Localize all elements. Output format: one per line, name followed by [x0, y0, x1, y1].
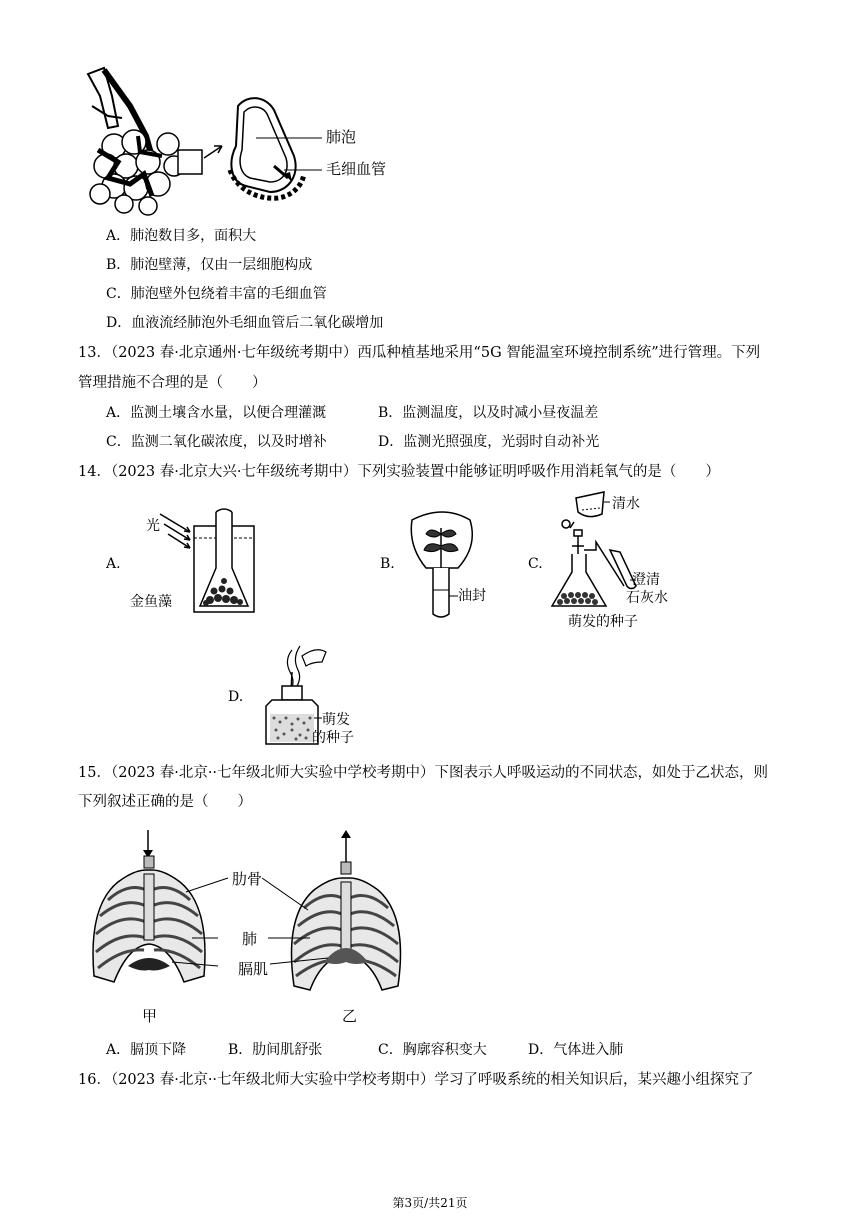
q12-option-a: A．肺泡数目多，面积大 — [106, 228, 257, 244]
q13-option-d: D．监测光照强度，光弱时自动补光 — [378, 434, 600, 450]
page-footer: 第3页/共21页 — [392, 1196, 468, 1210]
q14-letter-c: C. — [528, 556, 543, 572]
q15-option-a: A．膈顶下降 — [106, 1042, 187, 1058]
label-alveolus: 肺泡 — [326, 128, 357, 146]
label-rib: 肋骨 — [232, 870, 263, 888]
label-goldfish-weed: 金鱼藻 — [130, 594, 172, 610]
label-germinating-seeds-c: 萌发的种子 — [568, 614, 638, 630]
label-limewater-2: 石灰水 — [626, 590, 668, 606]
q14-letter-a: A. — [106, 556, 121, 572]
label-germinating-seeds-d1: 萌发 — [322, 712, 350, 728]
q12-option-c: C．肺泡壁外包绕着丰富的毛细血管 — [106, 286, 327, 302]
label-limewater-1: 澄清 — [632, 572, 660, 588]
thorax-figure-drawing — [88, 826, 388, 1026]
q14-letter-d: D. — [228, 689, 244, 705]
q13-stem-line1: 13．（2023 春·北京通州·七年级统考期中）西瓜种植基地采用“5G 智能温室环境控制系统”进行管理。下列 — [78, 345, 761, 361]
label-lung: 肺 — [242, 930, 258, 948]
q13-stem-line2: 管理措施不合理的是（ ） — [78, 375, 267, 391]
q15-option-d: D．气体进入肺 — [528, 1042, 624, 1058]
thorax-yi — [292, 862, 401, 990]
q16-stem-line1: 16．（2023 春·北京··七年级北师大实验中学校考期中）学习了呼吸系统的相关知识后，某兴趣小组探究了 — [78, 1072, 754, 1088]
q13-option-b: B．监测温度，以及时减小昼夜温差 — [378, 405, 599, 421]
apparatus-a-drawing — [160, 508, 260, 618]
q12-option-d: D．血液流经肺泡外毛细血管后二氧化碳增加 — [106, 315, 384, 331]
label-clear-water: 清水 — [612, 496, 640, 512]
label-capillary: 毛细血管 — [326, 160, 387, 178]
q15-stem-line1: 15．（2023 春·北京··七年级北师大实验中学校考期中）下图表示人呼吸运动的不同状态，如处于乙状态，则 — [78, 765, 769, 781]
q15-option-b: B．肋间肌舒张 — [228, 1042, 323, 1058]
label-oil-seal: 油封 — [458, 588, 486, 604]
q15-option-c: C．胸廓容积变大 — [378, 1042, 487, 1058]
label-diaphragm: 膈肌 — [238, 960, 269, 978]
q13-option-a: A．监测土壤含水量，以便合理灌溉 — [106, 405, 327, 421]
q12-option-b: B．肺泡壁薄，仅由一层细胞构成 — [106, 257, 313, 273]
q15-stem-line2: 下列叙述正确的是（ ） — [78, 794, 252, 810]
lung-alveolus-figure — [78, 66, 398, 216]
label-jia: 甲 — [142, 1007, 158, 1025]
label-light: 光 — [146, 518, 160, 534]
label-yi: 乙 — [342, 1007, 358, 1025]
q13-option-c: C．监测二氧化碳浓度，以及时增补 — [106, 434, 327, 450]
q14-stem: 14．（2023 春·北京大兴·七年级统考期中）下列实验装置中能够证明呼吸作用消耗氧气的是（ ） — [78, 464, 720, 480]
label-germinating-seeds-d2: 的种子 — [312, 730, 354, 746]
q14-letter-b: B. — [380, 556, 395, 572]
